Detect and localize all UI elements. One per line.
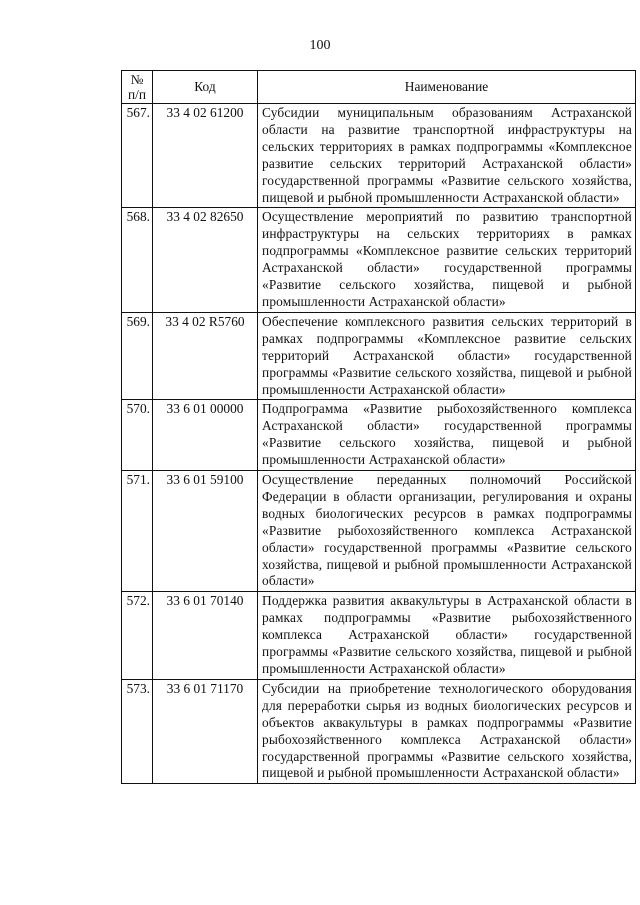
row-name: Обеспечение комплексного развития сельских территорий в рамках подпрограммы «Комплексное развитие сельских территорий Астраханской области» государственной программы «Развитие сельского хозяйства, пищевой и рыбной промышленности Астраханской области» (258, 312, 636, 400)
table-row (122, 208, 636, 312)
row-number: 570. (122, 400, 153, 471)
row-code: 33 4 02 61200 (153, 104, 258, 208)
row-number: 572. (122, 592, 153, 680)
header-number-abbrev: п/п (127, 87, 147, 102)
row-code: 33 6 01 59100 (153, 471, 258, 592)
row-number: 571. (122, 471, 153, 592)
row-number: 569. (122, 312, 153, 400)
header-row (122, 71, 636, 104)
table-row (122, 104, 636, 208)
row-code: 33 4 02 82650 (153, 208, 258, 312)
row-code: 33 6 01 71170 (153, 679, 258, 783)
row-name: Осуществление мероприятий по развитию транспортной инфраструктуры на сельских территориях в рамках подпрограммы «Комплексное развитие сельских территорий Астраханской области» государственной программы «Развитие сельского хозяйства, пищевой и рыбной промышленности Астраханской области» (258, 208, 636, 312)
row-name: Подпрограмма «Развитие рыбохозяйственного комплекса Астраханской области» государственной программы «Развитие сельского хозяйства, пищевой и рыбной промышленности Астраханской области» (258, 400, 636, 471)
header-name: Наименование (258, 71, 636, 104)
table-row (122, 400, 636, 471)
row-code: 33 6 01 00000 (153, 400, 258, 471)
row-code: 33 4 02 R5760 (153, 312, 258, 400)
row-number: 568. (122, 208, 153, 312)
row-name: Поддержка развития аквакультуры в Астраханской области в рамках подпрограммы «Развитие рыбохозяйственного комплекса Астраханской области» государственной программы «Развитие сельского хозяйства, пищевой и рыбной промышленности Астраханской области» (258, 592, 636, 680)
budget-classification-table (121, 70, 636, 784)
row-code: 33 6 01 70140 (153, 592, 258, 680)
table-row (122, 679, 636, 783)
table-header (122, 71, 636, 104)
header-code: Код (153, 71, 258, 104)
row-number: 573. (122, 679, 153, 783)
row-name: Субсидии на приобретение технологического оборудования для переработки сырья из водных биологических ресурсов и объектов аквакультуры в рамках подпрограммы «Развитие рыбохозяйственного комплекса Астраханской области» государственной программы «Развитие сельского хозяйства, пищевой и рыбной промышленности Астраханской области» (258, 679, 636, 783)
row-name: Субсидии муниципальным образованиям Астраханской области на развитие транспортной инфраструктуры на сельских территориях в рамках подпрограммы «Комплексное развитие сельских территорий Астраханской области» государственной программы «Развитие сельского хозяйства, пищевой и рыбной промышленности Астраханской области» (258, 104, 636, 208)
table-row (122, 312, 636, 400)
row-number: 567. (122, 104, 153, 208)
table-body (122, 104, 636, 784)
header-number-symbol: № (130, 72, 144, 87)
table-row (122, 471, 636, 592)
row-name: Осуществление переданных полномочий Российской Федерации в области организации, регулирования и охраны водных биологических ресурсов в рамках подпрограммы «Развитие рыбохозяйственного комплекса Астраханской области» государственной программы «Развитие сельского хозяйства, пищевой и рыбной промышленности Астраханской области» (258, 471, 636, 592)
header-number (122, 71, 153, 104)
page-number: 100 (309, 38, 331, 53)
table-row (122, 592, 636, 680)
